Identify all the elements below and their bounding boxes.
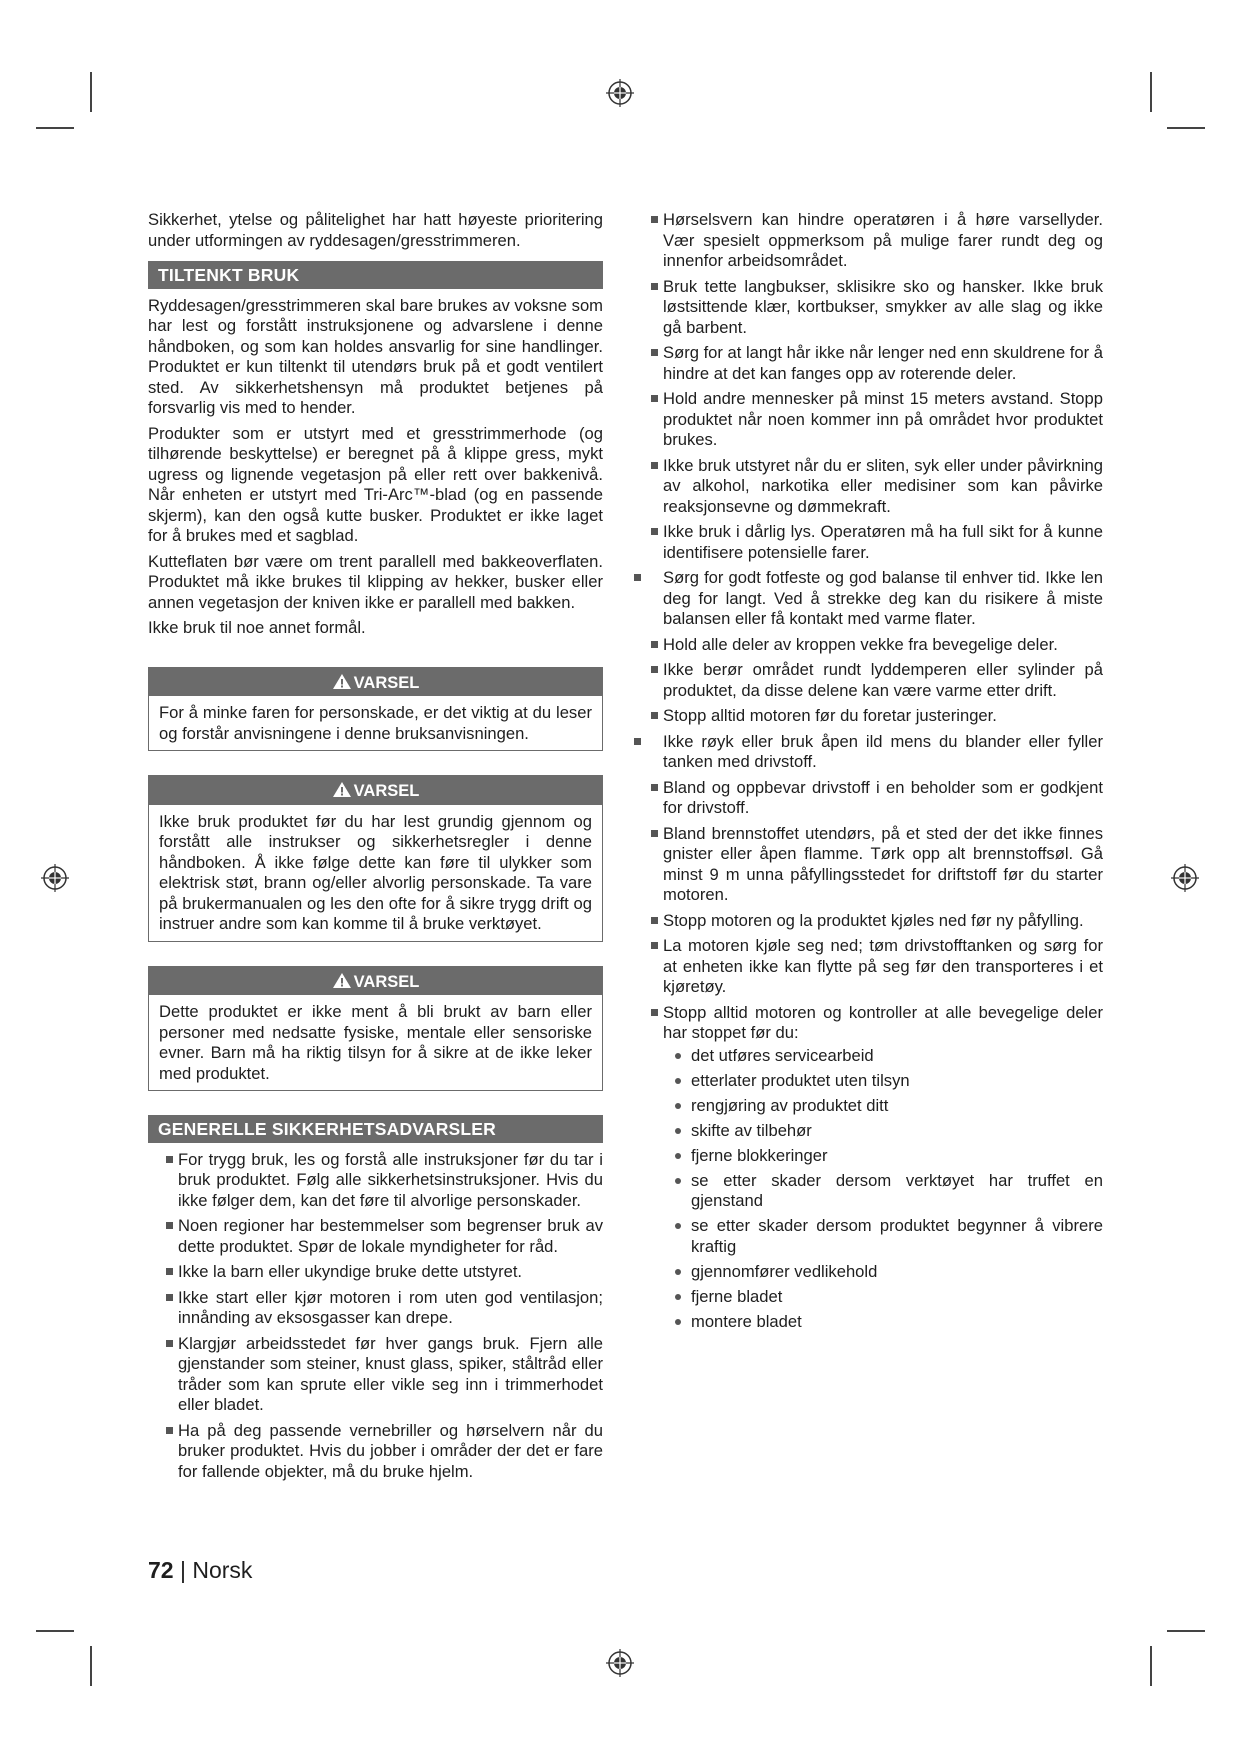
warning-box (148, 667, 603, 752)
list-item: Ikke berør området rundt lyddemperen eller sylinder på produktet, da disse delene kan være varme etter drift. (663, 660, 1103, 700)
list-item: Bruk tette langbukser, sklisikre sko og hansker. Ikke bruk løstsittende klær, kortbukser, smykker av alle slag og ikke gå barbent. (663, 276, 1103, 337)
list-item: Ikke bruk i dårlig lys. Operatøren må ha full sikt for å kunne identifisere potensielle farer. (663, 522, 1103, 562)
intro-text: Sikkerhet, ytelse og pålitelighet har hatt høyeste prioritering under utformingen av ryddesagen/gresstrimmeren. (148, 210, 603, 250)
sub-list-item: montere bladet (691, 1312, 1103, 1333)
warning-label: VARSEL (353, 972, 420, 991)
registration-mark-icon (605, 78, 635, 108)
warning-box (148, 775, 603, 942)
paragraph: Kutteflaten bør være om trent parallell med bakkeoverflaten. Produktet må ikke brukes til klipping av hekker, busker eller annen vegetasjon der kniven ikke er parallell med bakken. (148, 551, 603, 612)
list-item: La motoren kjøle seg ned; tøm drivstofftanken og sørg for at enheten ikke kan flytte på seg før den transporteres i et kjøretøy. (663, 936, 1103, 996)
list-item: Noen regioner har bestemmelser som begrenser bruk av dette produktet. Spør de lokale myndigheter for råd. (178, 1216, 603, 1256)
registration-mark-icon (40, 863, 70, 893)
list-item: Hold alle deler av kroppen vekke fra bevegelige deler. (663, 635, 1103, 656)
sub-list-item: se etter skader dersom produktet begynner å vibrere kraftig (691, 1216, 1103, 1256)
warning-triangle-icon (332, 972, 352, 989)
crop-mark (90, 1646, 92, 1686)
warning-header (149, 668, 602, 697)
list-item (663, 1003, 1103, 1333)
warning-text: Ikke bruk produktet før du har lest grundig gjennom og forstått alle instrukser og sikkerhetsregler i denne håndboken. Å ikke følge dette kan føre til ulykker som elektrisk støt, brann og/eller alvorlig personskade. Ta vare på brukermanualen og les den ofte for å sikre trygg drift og instruer andre som kan komme til å bruke verktøyet. (159, 811, 592, 933)
warning-triangle-icon (332, 781, 352, 798)
crop-mark (36, 1630, 74, 1632)
crop-mark (36, 127, 74, 129)
list-item: Bland brennstoffet utendørs, på et sted der det ikke finnes gnister eller åpen flamme. Tørk opp alt brennstoffsøl. Gå minst 9 m unna påfyllingsstedet for driftstoff før du starter motoren. (663, 823, 1103, 904)
warning-triangle-icon (332, 673, 352, 690)
list-item: Stopp alltid motoren før du foretar justeringer. (663, 706, 1103, 727)
list-item: Ha på deg passende vernebriller og hørselvern når du bruker produktet. Hvis du jobber i områder der det er fare for fallende objekter, må du bruke hjelm. (178, 1420, 603, 1481)
list-item: Sørg for at langt hår ikke når lenger ned enn skuldrene for å hindre at det kan fanges opp av roterende deler. (663, 343, 1103, 383)
right-column (648, 210, 1103, 1337)
safety-list-right (648, 210, 1103, 1332)
list-item: Sørg for godt fotfeste og god balanse til enhver tid. Ikke len deg for langt. Ved å strekke deg kan du risikere å miste balansen eller få kontakt med varme flater. (663, 568, 1103, 628)
left-column (148, 210, 603, 1487)
sub-list-item: det utføres servicearbeid (691, 1046, 1103, 1067)
list-item: Ikke røyk eller bruk åpen ild mens du blander eller fyller tanken med drivstoff. (663, 731, 1103, 771)
sub-list (663, 1046, 1103, 1333)
list-item-text: Stopp alltid motoren og kontroller at alle bevegelige deler har stoppet før du: (663, 1002, 1103, 1042)
list-item: Ikke start eller kjør motoren i rom uten god ventilasjon; innånding av eksosgasser kan drepe. (178, 1287, 603, 1327)
list-item: For trygg bruk, les og forstå alle instruksjoner før du tar i bruk produktet. Følg alle sikkerhetsinstruksjoner. Hvis du ikke følger dem, kan det føre til alvorlige personskader. (178, 1149, 603, 1210)
crop-mark (1167, 1630, 1205, 1632)
section-header-intended-use: TILTENKT BRUK (148, 261, 603, 289)
list-item: Stopp motoren og la produktet kjøles ned før ny påfylling. (663, 911, 1103, 932)
sub-list-item: se etter skader dersom verktøyet har truffet en gjenstand (691, 1170, 1103, 1210)
list-item: Ikke la barn eller ukyndige bruke dette utstyret. (178, 1262, 603, 1283)
warning-header (149, 776, 602, 805)
warning-label: VARSEL (353, 673, 420, 692)
sub-list-item: fjerne bladet (691, 1287, 1103, 1308)
page-footer (148, 1557, 252, 1584)
crop-mark (1150, 72, 1152, 112)
warning-header (149, 967, 602, 996)
crop-mark (1167, 127, 1205, 129)
paragraph: Ikke bruk til noe annet formål. (148, 618, 366, 637)
sub-list-item: fjerne blokkeringer (691, 1146, 1103, 1167)
section-header-general-safety: GENERELLE SIKKERHETSADVARSLER (148, 1115, 603, 1143)
crop-mark (90, 72, 92, 112)
footer-language: Norsk (192, 1557, 253, 1583)
safety-list-left (148, 1150, 603, 1483)
crop-mark (1150, 1646, 1152, 1686)
registration-mark-icon (605, 1648, 635, 1678)
list-item: Hold andre mennesker på minst 15 meters avstand. Stopp produktet når noen kommer inn på området hvor produktet brukes. (663, 389, 1103, 449)
sub-list-item: rengjøring av produktet ditt (691, 1096, 1103, 1117)
list-item: Hørselsvern kan hindre operatøren i å høre varsellyder. Vær spesielt oppmerksom på mulige farer rundt deg og innenfor arbeidsområdet. (663, 210, 1103, 270)
sub-list-item: etterlater produktet uten tilsyn (691, 1071, 1103, 1092)
warning-box (148, 966, 603, 1092)
paragraph: Ryddesagen/gresstrimmeren skal bare brukes av voksne som har lest og forstått instruksjonene og advarslene i denne håndboken, og som kan holdes ansvarlig for sine handlinger. Produktet er kun tiltenkt til utendørs bruk på et godt ventilert sted. Av sikkerhetshensyn må produktet betjenes på forsvarlig vis med to hender. (148, 295, 603, 417)
sub-list-item: skifte av tilbehør (691, 1121, 1103, 1142)
registration-mark-icon (1170, 863, 1200, 893)
sub-list-item: gjennomfører vedlikehold (691, 1262, 1103, 1283)
warning-label: VARSEL (353, 782, 420, 800)
paragraph: Produkter som er utstyrt med et gresstrimmerhode (og tilhørende beskyttelse) er beregnet på å klippe gress, mykt ugress og lignende vegetasjon på eller rett over bakkenivå. Når enheten er utstyrt med Tri-Arc™-blad (og en passende skjerm), kan den også kutte busker. Produktet er ikke laget for å brukes med et sagblad. (148, 423, 603, 545)
list-item: Bland og oppbevar drivstoff i en beholder som er godkjent for drivstoff. (663, 777, 1103, 817)
list-item: Klargjør arbeidsstedet før hver gangs bruk. Fjern alle gjenstander som steiner, knust glass, spiker, ståltråd eller tråder som kan sprute eller vikle seg inn i trimmerhodet eller bladet. (178, 1333, 603, 1414)
warning-text: Dette produktet er ikke ment å bli brukt av barn eller personer med nedsatte fysiske, mentale eller sensoriske evner. Barn må ha riktig tilsyn for å sikre at de ikke leker med produktet. (159, 1002, 592, 1083)
warning-text: For å minke faren for personskade, er det viktig at du leser og forstår anvisningene i denne bruksanvisningen. (159, 703, 592, 743)
page-number: 72 (148, 1557, 174, 1583)
footer-separator: | (179, 1557, 186, 1583)
list-item: Ikke bruk utstyret når du er sliten, syk eller under påvirkning av alkohol, narkotika eller medisiner som kan påvirke reaksjonsevne og dømmekraft. (663, 455, 1103, 516)
